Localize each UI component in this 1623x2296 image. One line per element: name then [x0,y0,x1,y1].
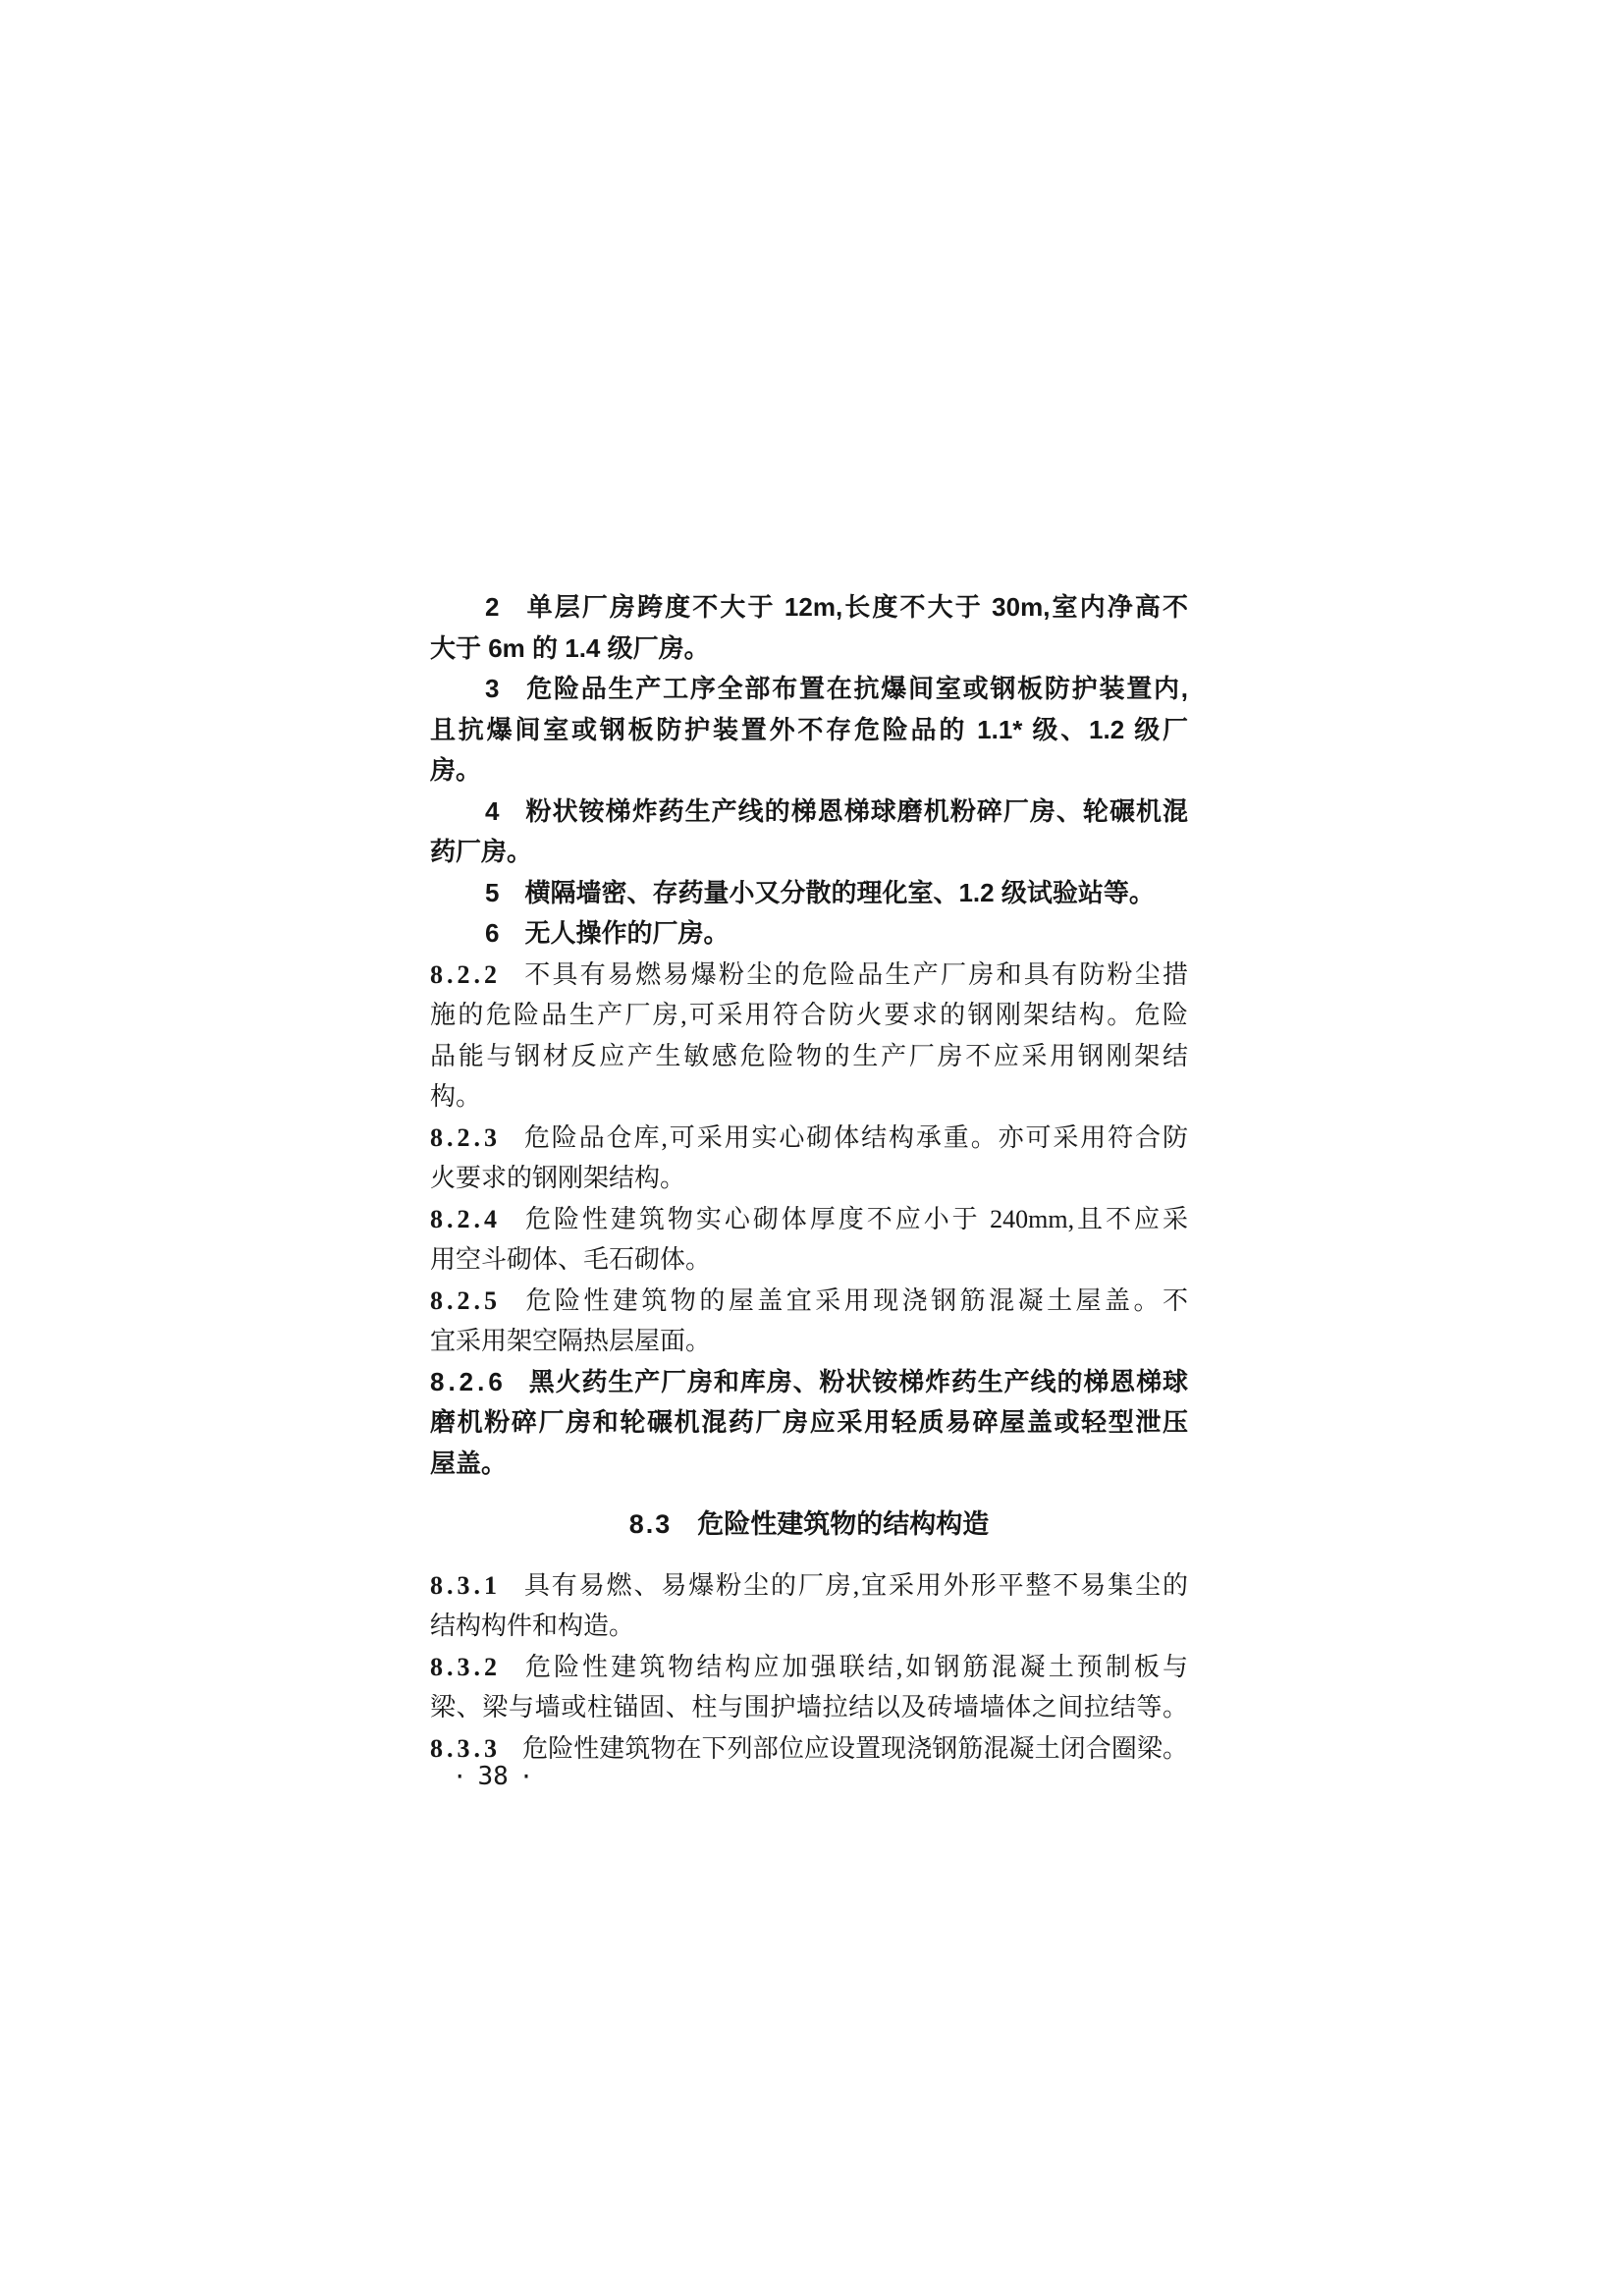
list-item-6 [430,913,1188,955]
clause-number: 8.3.3 [430,1733,501,1763]
clause-8.3.1 [430,1565,1188,1607]
list-item-number: 3 [485,674,504,703]
line-text: 梁、梁与墙或柱锚固、柱与围护墙拉结以及砖墙墙体之间拉结等。 [430,1693,1188,1722]
clause-8.2.4-continuation [430,1239,1188,1281]
page-number-value: 38 [477,1762,509,1791]
clause-number: 8.2.4 [430,1204,501,1233]
line-text: 危险品仓库,可采用实心砌体结构承重。亦可采用符合防 [522,1122,1188,1152]
line-text: 无人操作的厂房。 [524,918,730,948]
list-item-3 [430,669,1188,710]
clause-8.2.5-continuation [430,1321,1188,1362]
clause-8.3.2 [430,1647,1188,1688]
clause-number: 8.2.6 [430,1366,507,1396]
line-text: 磨机粉碎厂房和轮碾机混药厂房应采用轻质易碎屋盖或轻型泄压 [430,1407,1188,1437]
clause-number: 8.3.2 [430,1652,501,1681]
list-item-number: 5 [485,877,504,907]
list-item-2-continuation [430,629,1188,670]
clause-8.2.2-continuation [430,1036,1188,1077]
section-title: 危险性建筑物的结构构造 [697,1509,990,1539]
page-number-right-dot: · [518,1763,534,1790]
clause-8.2.5 [430,1281,1188,1322]
line-text: 危险性建筑物的屋盖宜采用现浇钢筋混凝土屋盖。不 [522,1285,1188,1315]
line-text: 危险性建筑物实心砌体厚度不应小于 240mm,且不应采 [522,1204,1188,1233]
line-text: 房。 [430,755,482,785]
clause-number: 8.3.1 [430,1570,501,1600]
list-item-3-continuation [430,710,1188,751]
line-text: 单层厂房跨度不大于 12m,长度不大于 30m,室内净高不 [524,592,1188,622]
line-text: 药厂房。 [430,837,533,866]
text-block [430,587,1188,1769]
line-text: 宜采用架空隔热层屋面。 [430,1327,712,1355]
line-text: 危险性建筑物结构应加强联结,如钢筋混凝土预制板与 [522,1652,1188,1681]
clause-8.2.2-continuation [430,995,1188,1036]
line-text: 黑火药生产厂房和库房、粉状铵梯炸药生产线的梯恩梯球 [527,1366,1188,1396]
clause-8.3.1-continuation [430,1606,1188,1647]
clause-8.2.4 [430,1199,1188,1240]
list-item-3-continuation [430,750,1188,792]
line-text: 粉状铵梯炸药生产线的梯恩梯球磨机粉碎厂房、轮碾机混 [524,795,1188,826]
list-item-number: 2 [485,592,504,622]
line-text: 构。 [430,1082,482,1111]
clause-8.2.6 [430,1362,1188,1403]
clause-number: 8.2.3 [430,1122,501,1152]
page-number [442,1760,544,1793]
line-text: 结构构件和构造。 [430,1612,635,1640]
list-item-4-continuation [430,832,1188,873]
list-item-4 [430,792,1188,833]
clause-number: 8.2.2 [430,959,501,989]
list-item-number: 4 [485,795,504,826]
line-text: 屋盖。 [430,1448,508,1478]
line-text: 横隔墙密、存药量小又分散的理化室、1.2 级试验站等。 [524,877,1155,907]
list-item-5 [430,873,1188,914]
clause-number: 8.2.5 [430,1285,501,1315]
line-text: 大于 6m 的 1.4 级厂房。 [430,632,710,663]
clause-8.2.2 [430,955,1188,996]
clause-8.3.2-continuation [430,1687,1188,1728]
clause-8.2.2-continuation [430,1076,1188,1118]
line-text: 火要求的钢刚架结构。 [430,1164,686,1192]
clause-8.2.3-continuation [430,1158,1188,1199]
section-heading-8.3 [430,1504,1188,1546]
clause-8.2.3 [430,1118,1188,1159]
list-item-number: 6 [485,918,504,948]
line-text: 危险性建筑物在下列部位应设置现浇钢筋混凝土闭合圈梁。 [522,1733,1188,1763]
clause-8.2.6-continuation [430,1444,1188,1485]
line-text: 危险品生产工序全部布置在抗爆间室或钢板防护装置内, [524,674,1188,703]
line-text: 且抗爆间室或钢板防护装置外不存危险品的 1.1* 级、1.2 级厂 [430,714,1188,744]
section-number: 8.3 [628,1509,673,1539]
line-text: 不具有易燃易爆粉尘的危险品生产厂房和具有防粉尘措 [522,959,1188,989]
line-text: 品能与钢材反应产生敏感危险物的生产厂房不应采用钢刚架结 [430,1041,1188,1070]
page-number-left-dot: · [453,1763,467,1790]
line-text: 用空斗砌体、毛石砌体。 [430,1245,712,1274]
line-text: 具有易燃、易爆粉尘的厂房,宜采用外形平整不易集尘的 [522,1570,1188,1600]
clause-8.2.6-continuation [430,1402,1188,1444]
line-text: 施的危险品生产厂房,可采用符合防火要求的钢刚架结构。危险 [430,1001,1188,1029]
list-item-2 [430,587,1188,629]
